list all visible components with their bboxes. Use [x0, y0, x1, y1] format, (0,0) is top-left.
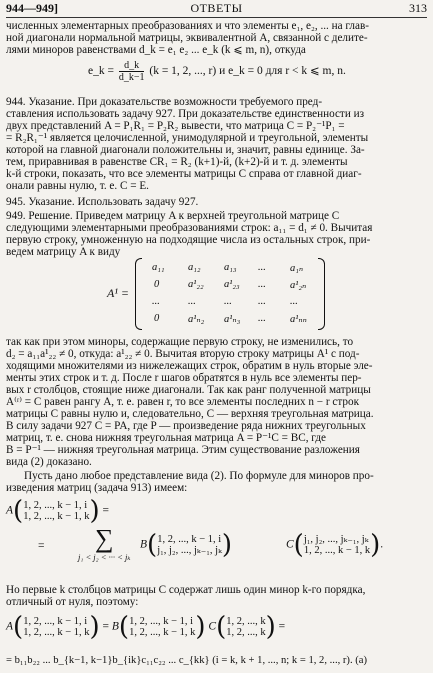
binom-args [304, 534, 370, 556]
problem-944-line: 944. Указание. При доказательстве возможности требуемого пред- [6, 96, 323, 108]
sum-operator [78, 526, 130, 563]
matrix-cell: ... [290, 296, 298, 307]
matrix-cell: a¹₂₃ [224, 279, 240, 290]
text-line: В силу задачи 927 C = PA, где P — произведение ряда нижних треугольных [6, 420, 366, 432]
paren-right: ) [265, 612, 276, 642]
symbol-c: C [208, 620, 217, 633]
text-line: менты этих строк и т. д. После r шагов обратятся в нуль все элементы пер- [6, 372, 362, 384]
paren-right: ) [221, 530, 233, 560]
text-line: ставления использовать задачу 927. При доказательстве единственности из [6, 108, 365, 120]
formula-rhs: (k = 1, 2, ..., r) и e_k = 0 для r < k ⩽ m, n. [149, 65, 346, 78]
text-line: следующими элементарными преобразованиями строк: a₁₁ = d₁ ≠ 0. Вычитая [6, 222, 373, 234]
matrix-cell: a₁ₙ [290, 263, 304, 274]
matrix-cell: ... [188, 296, 196, 307]
text-line: Пусть дано любое представление вида (2). По формуле для миноров про- [24, 470, 374, 482]
factor-b [140, 530, 232, 560]
equation-minor-single [6, 612, 285, 642]
binom-top: 1, 2, ..., k − 1, i [129, 616, 194, 627]
equation-sum-expansion [38, 540, 45, 552]
paren-left: ( [216, 612, 227, 642]
text-line: B = P⁻¹ — нижняя треугольная матрица. Этим существование разложения [6, 444, 360, 456]
matrix-cell: a¹ₙ₂ [188, 314, 205, 325]
paren-left: ( [293, 530, 304, 560]
matrix-cell: a₁₂ [188, 262, 201, 273]
header-section-range: 944—949] [6, 1, 58, 15]
text-line: = R₂R₁⁻¹ является целочисленной, унимодулярной и треугольной, элементы [6, 132, 369, 144]
formula-lhs: e_k = [88, 65, 114, 78]
binom-bottom: j₁, j₂, ..., jₖ₋₁, jₖ [157, 545, 222, 556]
page-header [6, 0, 427, 16]
formula-ek [88, 60, 346, 83]
binom-bottom: 1, 2, ..., k − 1, k [23, 627, 90, 638]
paren-left: ( [118, 612, 130, 642]
equals-sign: = [102, 620, 110, 633]
symbol-b: B [140, 538, 148, 551]
symbol-a: A [6, 504, 14, 517]
matrix-label: A¹ = [107, 286, 130, 300]
symbol-b: B [111, 620, 119, 633]
sum-index-label: j₁ < j₂ < ··· < jₖ [78, 552, 131, 562]
text-line: d₂ = a₁₁a¹₂₂ ≠ 0, откуда: a¹₂₂ ≠ 0. Вычитая вторую строку матрицы A¹ с под- [6, 348, 360, 360]
factor-c [286, 530, 383, 560]
header-rule [6, 17, 427, 18]
text-line: первую строку, умноженную на подходящие числа из остальных строк, при- [6, 234, 371, 246]
matrix-cell: a¹₂ₙ [290, 280, 307, 291]
binom-top: j₁, j₂, ..., jₖ₋₁, jₖ [303, 534, 369, 545]
binom-top: 1, 2, ..., k − 1, i [157, 534, 222, 545]
paren-right: ) [195, 612, 206, 642]
binom-top: 1, 2, ..., k [226, 616, 266, 627]
period: . [380, 538, 384, 551]
matrix-cell: a¹₂₂ [188, 279, 204, 290]
page-number: 313 [409, 1, 427, 15]
fraction-numerator: d_k [119, 60, 145, 72]
binom-bottom: 1, 2, ..., k − 1, k [303, 545, 371, 556]
matrix-cell: ... [224, 296, 232, 307]
binom-args [226, 616, 265, 638]
binom-top: 1, 2, ..., k − 1, i [23, 500, 88, 511]
binom-bottom: 1, 2, ..., k − 1, k [23, 511, 90, 522]
matrix-cell: 0 [154, 313, 160, 324]
matrix-cell: a¹ₙₙ [290, 314, 307, 325]
equals-sign: = [38, 540, 45, 552]
text-line: матриц, т. е. снова нижняя треугольная матрица A = P⁻¹C = BC, где [6, 432, 326, 444]
matrix-cell: a₁₃ [224, 262, 237, 273]
symbol-c: C [286, 538, 294, 551]
matrix-cell: a¹ₙ₃ [224, 314, 241, 325]
text-line: так как при этом миноры, содержащие первую строку, не изменились, то [6, 336, 354, 348]
text-line: вых r столбцов, стоящие ниже диагонали. Так как ранг полученной матрицы [6, 384, 371, 396]
text-line: ходящими множителями из нижележащих строк, обратим в нуль вторые эле- [6, 360, 373, 372]
text-line: лями миноров равенствами d_k = e₁ e₂ ... e_k (k ⩽ m, n), откуда [6, 44, 306, 56]
matrix-cell: ... [258, 279, 266, 290]
matrix-cell: 0 [154, 279, 160, 290]
text-line: Но первые k столбцов матрицы C содержат лишь один минор k-го порядка, [6, 584, 366, 596]
binom-args [129, 616, 195, 638]
paren-left: ( [13, 496, 24, 526]
text-line: вида (2) доказано. [6, 456, 92, 468]
binom-bottom: 1, 2, ..., k − 1, k [129, 627, 196, 638]
text-line: онали равны нулю, т. е. C = E. [6, 180, 149, 192]
equation-minor-product [6, 496, 109, 526]
binom-args [23, 616, 89, 638]
problem-949-line: 949. Решение. Приведем матрицу A к верхней треугольной матрице C [6, 210, 340, 222]
paren-right: ) [370, 530, 381, 560]
matrix-cell: a₁₁ [152, 262, 165, 273]
paren-right: ) [89, 612, 100, 642]
text-line: ной диагонали нормальной матрицы, эквивалентной A, связанной с делите- [6, 32, 368, 44]
text-line: A⁽ʳ⁾ = C равен рангу A, т. е. равен r, то все элементы последних n − r строк [6, 396, 360, 408]
binom-args [157, 534, 222, 556]
text-line: которой на главной диагонали положительны и, значит, равны единице. За- [6, 144, 365, 156]
fraction-denominator: d_k−1 [118, 72, 145, 83]
text-line: двух представлений A = P₁R₁ = P₂R₂ вывести, что матрица C = P₂⁻¹P₁ = [6, 120, 345, 132]
text-line: k-й строки, показать, что все элементы матрицы C справа от главной диаг- [6, 168, 362, 180]
paren-left: ( [13, 612, 24, 642]
text-line: тем, приравнивая в равенстве CR₁ = R₂ (k+1)-й, (k+2)-й и т. д. элементы [6, 156, 348, 168]
matrix-cell: ... [258, 313, 266, 324]
equals-sign: = [278, 620, 286, 633]
equals-sign: = [102, 504, 110, 517]
left-bracket [135, 258, 142, 330]
symbol-a: A [6, 620, 14, 633]
matrix-cell: ... [258, 296, 266, 307]
right-bracket [318, 258, 325, 330]
text-line: изведения матриц (задача 913) имеем: [6, 482, 188, 494]
problem-945-line: 945. Указание. Использовать задачу 927. [6, 196, 199, 208]
binom-top: 1, 2, ..., k − 1, i [23, 616, 88, 627]
text-line: численных элементарных преобразованиях и что элементы e₁, e₂, ... на глав- [6, 20, 369, 32]
binom-args [23, 500, 89, 522]
matrix-cell: ... [258, 262, 266, 273]
matrix-a1 [107, 258, 330, 330]
text-line: ведем матрицу A к виду [6, 246, 121, 258]
equation-a-result: = b₁₁b₂₂ ... b_{k−1, k−1}b_{ik}c₁₁c₂₂ ... c_{kk} (i = k, k + 1, ..., n; k = 1, 2, ..., r). (a) [6, 655, 367, 666]
text-line: отличный от нуля, поэтому: [6, 596, 139, 608]
header-title: ОТВЕТЫ [190, 1, 243, 15]
paren-right: ) [89, 496, 100, 526]
text-line: матрицы C равны нулю и, следовательно, C — верхняя треугольная матрица. [6, 408, 374, 420]
binom-bottom: 1, 2, ..., k [226, 627, 266, 638]
matrix-cell: ... [152, 296, 160, 307]
sum-symbol: ∑ [94, 524, 114, 553]
paren-left: ( [147, 530, 158, 560]
